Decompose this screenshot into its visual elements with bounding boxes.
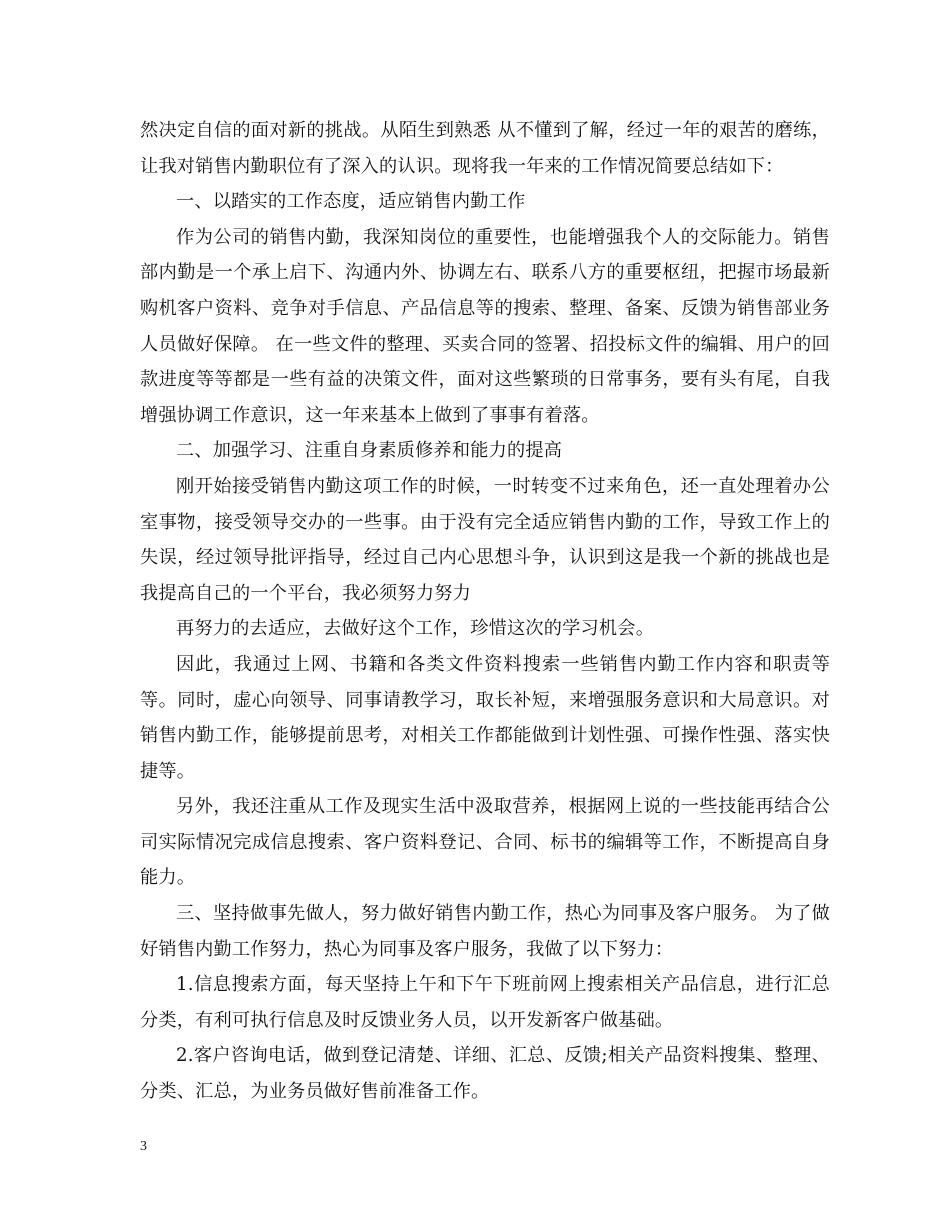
section-heading-1: 一、以踏实的工作态度，适应销售内勤工作 bbox=[176, 191, 526, 213]
section-heading-2: 二、加强学习、注重自身素质修养和能力的提高 bbox=[176, 440, 563, 462]
paragraph-section-2b: 再努力的去适应，去做好这个工作，珍惜这次的学习机会。 bbox=[176, 618, 655, 640]
paragraph-section-1: 作为公司的销售内勤，我深知岗位的重要性，也能增强我个人的交际能力。销售部内勤是一个承上启下、沟通内外、协调左右、联系八方的重要枢纽，把握市场最新购机客户资料、竞争对手信息、产品信息等的搜索、整理、备案、反馈为销售部业务人员做好保障。 在一些文件的整理、买卖合同的签署、招投标文件的编辑、用户的回款进度等等都是一些有益的决策文件，面对这些繁琐的日常事务，要有头有尾，自我增强协调工作意识，这一年来基本上做到了事事有着落。 bbox=[140, 226, 830, 426]
paragraph-section-2c: 因此，我通过上网、书籍和各类文件资料搜索一些销售内勤工作内容和职责等等。同时，虚心向领导、同事请教学习，取长补短，来增强服务意识和大局意识。对销售内勤工作，能够提前思考，对相关工作都能做到计划性强、可操作性强、落实快捷等。 bbox=[140, 653, 830, 782]
document-body bbox=[140, 113, 830, 1110]
list-item-2: 2.客户咨询电话，做到登记清楚、详细、汇总、反馈;相关产品资料搜集、整理、分类、汇总，为业务员做好售前准备工作。 bbox=[140, 1045, 830, 1103]
paragraph-section-2a: 刚开始接受销售内勤这项工作的时候，一时转变不过来角色，还一直处理着办公室事物，接受领导交办的一些事。由于没有完全适应销售内勤的工作，导致工作上的失误，经过领导批评指导，经过自己内心思想斗争，认识到这是我一个新的挑战也是我提高自己的一个平台，我必须努力努力 bbox=[140, 475, 830, 604]
section-heading-3: 三、坚持做事先做人，努力做好销售内勤工作，热心为同事及客户服务。 为了做好销售内勤工作努力，热心为同事及客户服务，我做了以下努力： bbox=[140, 903, 830, 960]
list-item-1: 1.信息搜索方面，每天坚持上午和下午下班前网上搜索相关产品信息，进行汇总分类，有利可执行信息及时反馈业务人员，以开发新客户做基础。 bbox=[140, 974, 830, 1031]
paragraph-section-2d: 另外，我还注重从工作及现实生活中汲取营养，根据网上说的一些技能再结合公司实际情况完成信息搜索、客户资料登记、合同、标书的编辑等工作，不断提高自身能力。 bbox=[140, 796, 830, 889]
page-number: 3 bbox=[140, 1139, 147, 1154]
paragraph-intro: 然决定自信的面对新的挑战。从陌生到熟悉 从不懂到了解，经过一年的艰苦的磨练，让我对销售内勤职位有了深入的认识。现将我一年来的工作情况简要总结如下： bbox=[140, 120, 830, 177]
